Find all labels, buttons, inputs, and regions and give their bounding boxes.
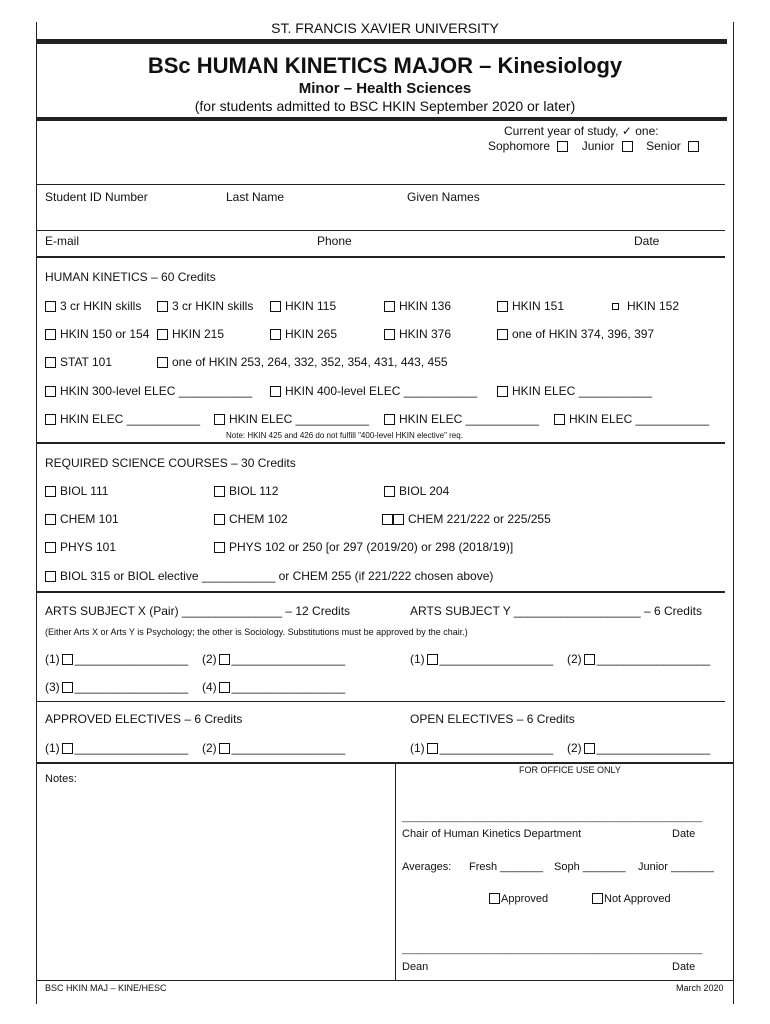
admitted-note: (for students admitted to BSC HKIN September 2020 or later): [194, 98, 576, 114]
averages-label: Averages:: [402, 861, 452, 873]
checkbox[interactable]: [45, 571, 56, 582]
checkbox[interactable]: [45, 386, 56, 397]
given-names-label: Given Names: [407, 190, 480, 204]
checkbox[interactable]: [497, 386, 508, 397]
form-code: BSC HKIN MAJ – KINE/HESC: [45, 983, 167, 993]
checkbox[interactable]: [157, 357, 168, 368]
checkbox[interactable]: [219, 743, 230, 754]
junior-average[interactable]: Junior _______: [638, 861, 714, 873]
checkbox[interactable]: [62, 743, 73, 754]
approved-option[interactable]: Approved: [489, 893, 548, 905]
chair-signature-line: ______________________________________________________: [402, 812, 703, 823]
chair-date-label: Date: [672, 828, 696, 840]
hkin-item[interactable]: HKIN 150 or 154: [45, 327, 149, 341]
hkin-item[interactable]: HKIN 400-level ELEC ___________: [270, 384, 477, 398]
notes-label: Notes:: [45, 773, 77, 785]
checkbox[interactable]: [214, 486, 225, 497]
year-prompt: Current year of study, ✓ one:: [504, 124, 659, 138]
approved-elective-slot[interactable]: (2) _________________: [202, 741, 346, 755]
page-title: BSc HUMAN KINETICS MAJOR – Kinesiology: [147, 53, 623, 78]
hkin-item[interactable]: 3 cr HKIN skills: [45, 299, 141, 313]
sophomore-label: Sophomore: [488, 139, 551, 153]
email-label: E-mail: [45, 234, 80, 248]
science-item[interactable]: PHYS 102 or 250 [or 297 (2019/20) or 298 (2018/19)]: [214, 540, 513, 554]
checkbox[interactable]: [584, 743, 595, 754]
notes-top-rule: [37, 762, 734, 764]
student-rule-2: [37, 230, 725, 231]
checkbox[interactable]: [427, 654, 438, 665]
checkbox[interactable]: [270, 386, 281, 397]
arts-x-slot[interactable]: (3) _________________: [45, 680, 189, 694]
checkbox[interactable]: [214, 514, 225, 525]
hkin-item[interactable]: STAT 101: [45, 355, 112, 369]
hkin-rule: [37, 442, 725, 444]
arts-y-slot[interactable]: (2) _________________: [567, 652, 711, 666]
checkbox[interactable]: [427, 743, 438, 754]
arts-x-slot[interactable]: (2) _________________: [202, 652, 346, 666]
right-border: [733, 22, 734, 1004]
hkin-item[interactable]: HKIN ELEC ___________: [45, 412, 200, 426]
science-heading: REQUIRED SCIENCE COURSES – 30 Credits: [45, 456, 296, 470]
hkin-item[interactable]: HKIN ELEC ___________: [554, 412, 709, 426]
hkin-item[interactable]: HKIN 152: [612, 299, 679, 313]
year-options: [488, 139, 699, 153]
science-item[interactable]: BIOL 315 or BIOL elective ___________ or CHEM 255 (if 221/222 chosen above): [45, 569, 493, 583]
hkin-item[interactable]: HKIN ELEC ___________: [384, 412, 539, 426]
checkbox[interactable]: [384, 301, 395, 312]
student-rule-1: [37, 184, 725, 185]
notes-divider: [395, 763, 396, 981]
dean-label: Dean: [402, 961, 429, 973]
checkbox[interactable]: [554, 414, 565, 425]
checkbox[interactable]: [45, 414, 56, 425]
arts-y-heading: ARTS SUBJECT Y ___________________ – 6 Credits: [410, 604, 702, 618]
checkbox[interactable]: [45, 542, 56, 553]
arts-x-heading: ARTS SUBJECT X (Pair) _______________ – 12 Credits: [45, 604, 351, 618]
checkbox[interactable]: [219, 682, 230, 693]
checkbox[interactable]: [497, 301, 508, 312]
checkbox[interactable]: [382, 514, 393, 525]
form-date: March 2020: [676, 983, 724, 993]
senior-checkbox[interactable]: [688, 141, 699, 152]
bottom-rule: [37, 980, 734, 981]
junior-checkbox[interactable]: [622, 141, 633, 152]
hkin-note: Note: HKIN 425 and 426 do not fulfill "400-level HKIN elective" req.: [226, 431, 463, 440]
checkbox[interactable]: [62, 654, 73, 665]
not-approved-checkbox[interactable]: [592, 893, 603, 904]
science-item[interactable]: BIOL 112: [214, 484, 278, 498]
hkin-item[interactable]: one of HKIN 374, 396, 397: [497, 327, 654, 341]
university-name: ST. FRANCIS XAVIER UNIVERSITY: [271, 20, 499, 36]
science-item[interactable]: CHEM 101: [45, 512, 119, 526]
hkin-item[interactable]: HKIN ELEC ___________: [214, 412, 369, 426]
arts-note: (Either Arts X or Arts Y is Psychology; the other is Sociology. Substitutions must be approved by the chair.): [45, 627, 468, 637]
sophomore-checkbox[interactable]: [557, 141, 568, 152]
checkbox[interactable]: [393, 514, 404, 525]
hkin-item[interactable]: one of HKIN 253, 264, 332, 352, 354, 431, 443, 455: [157, 355, 448, 369]
checkbox[interactable]: [214, 542, 225, 553]
fresh-average[interactable]: Fresh _______: [469, 861, 543, 873]
last-name-label: Last Name: [226, 190, 285, 204]
checkbox[interactable]: [62, 682, 73, 693]
checkbox[interactable]: [219, 654, 230, 665]
checkbox[interactable]: [157, 301, 168, 312]
junior-label: Junior: [581, 139, 615, 153]
checkbox[interactable]: [157, 329, 168, 340]
science-item[interactable]: CHEM 102: [214, 512, 288, 526]
date-label: Date: [634, 234, 660, 248]
phone-label: Phone: [317, 234, 352, 248]
checkbox[interactable]: [270, 329, 281, 340]
checkbox[interactable]: [270, 301, 281, 312]
checkbox[interactable]: [584, 654, 595, 665]
student-id-label: Student ID Number: [45, 190, 148, 204]
arts-x-slot[interactable]: (1) _________________: [45, 652, 189, 666]
arts-x-slot[interactable]: (4) _________________: [202, 680, 346, 694]
science-rule: [37, 591, 725, 593]
checkbox[interactable]: [612, 303, 619, 310]
checkbox[interactable]: [384, 486, 395, 497]
header-rule-top: [37, 39, 727, 44]
dean-date-label: Date: [672, 961, 696, 973]
science-item[interactable]: BIOL 111: [45, 484, 108, 498]
student-rule-3: [37, 256, 725, 258]
office-heading: FOR OFFICE USE ONLY: [519, 765, 621, 775]
notes-area[interactable]: [40, 790, 390, 975]
approved-elective-slot[interactable]: (1) _________________: [45, 741, 189, 755]
hkin-item[interactable]: HKIN ELEC ___________: [497, 384, 652, 398]
science-item[interactable]: CHEM 221/222 or 225/255: [382, 512, 551, 526]
checkbox[interactable]: [384, 329, 395, 340]
chair-label: Chair of Human Kinetics Department: [402, 828, 582, 840]
senior-label: Senior: [646, 139, 681, 153]
soph-average[interactable]: Soph _______: [554, 861, 626, 873]
checkbox[interactable]: [45, 514, 56, 525]
hkin-item[interactable]: HKIN 265: [270, 327, 337, 341]
hkin-item[interactable]: HKIN 115: [270, 299, 336, 313]
arts-rule: [37, 701, 725, 702]
checkbox[interactable]: [45, 301, 56, 312]
hkin-item[interactable]: HKIN 300-level ELEC ___________: [45, 384, 252, 398]
minor-subtitle: Minor – Health Sciences: [298, 80, 472, 97]
open-electives-heading: OPEN ELECTIVES – 6 Credits: [410, 712, 575, 726]
header-rule-bottom: [37, 117, 727, 121]
hkin-item[interactable]: HKIN 215: [157, 327, 224, 341]
hkin-heading: HUMAN KINETICS – 60 Credits: [45, 270, 216, 284]
hkin-item[interactable]: HKIN 376: [384, 327, 451, 341]
arts-y-slot[interactable]: (1) _________________: [410, 652, 554, 666]
science-item[interactable]: BIOL 204: [384, 484, 449, 498]
hkin-item[interactable]: 3 cr HKIN skills: [157, 299, 253, 313]
approved-electives-heading: APPROVED ELECTIVES – 6 Credits: [45, 712, 243, 726]
dean-signature-line: ______________________________________________________: [402, 944, 703, 955]
checkbox[interactable]: [45, 486, 56, 497]
open-elective-slot[interactable]: (2) _________________: [567, 741, 711, 755]
science-item[interactable]: PHYS 101: [45, 540, 116, 554]
left-border: [36, 22, 37, 1004]
open-elective-slot[interactable]: (1) _________________: [410, 741, 554, 755]
hkin-item[interactable]: HKIN 136: [384, 299, 451, 313]
checkbox[interactable]: [214, 414, 225, 425]
approved-checkbox[interactable]: [489, 893, 500, 904]
hkin-item[interactable]: HKIN 151: [497, 299, 564, 313]
checkbox[interactable]: [45, 357, 56, 368]
checkbox[interactable]: [497, 329, 508, 340]
checkbox[interactable]: [45, 329, 56, 340]
checkbox[interactable]: [384, 414, 395, 425]
not-approved-option[interactable]: Not Approved: [592, 893, 671, 905]
